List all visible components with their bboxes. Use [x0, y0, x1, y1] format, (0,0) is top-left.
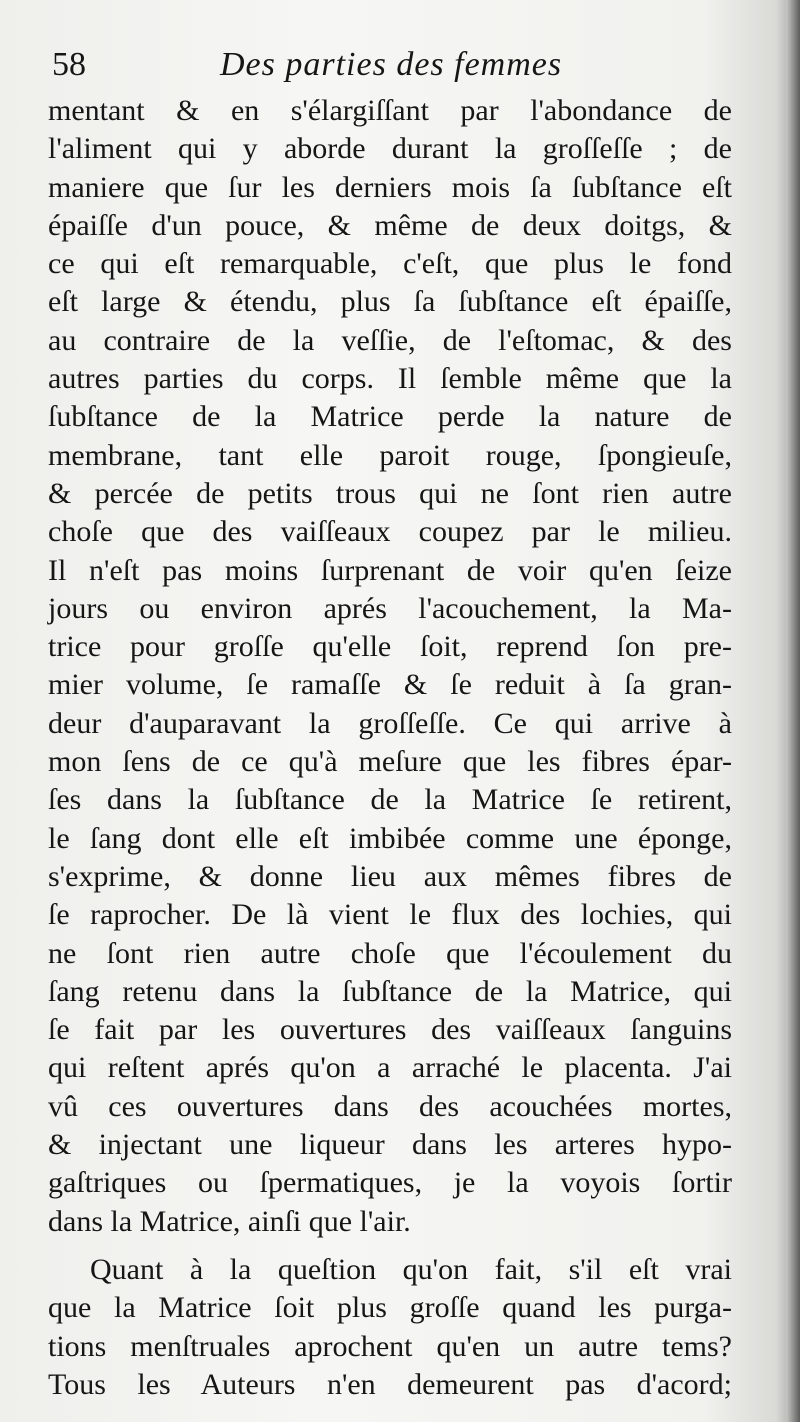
page-number: 58 [52, 46, 86, 83]
paragraph-gap [48, 1241, 732, 1251]
text-line: tions menſtruales aprochent qu'en un autre tems? [48, 1329, 732, 1363]
paragraph-1 [48, 92, 732, 1241]
text-line: dans la Matrice, ainſi que l'air. [48, 1204, 411, 1238]
text-line: autres parties du corps. Il ſemble même que la [48, 362, 732, 396]
text-line: eſt large & étendu, plus ſa ſubſtance eſt épaiſſe, [48, 285, 732, 319]
text-line: maniere que ſur les derniers mois ſa ſubſtance eſt [48, 170, 732, 204]
text-line: ſubſtance de la Matrice perde la nature de [48, 400, 732, 434]
text-line: choſe que des vaiſſeaux coupez par le milieu. [48, 515, 732, 549]
page-edge-shadow [786, 0, 800, 1422]
text-line: ſes dans la ſubſtance de la Matrice ſe retirent, [48, 783, 732, 817]
text-line: vû ces ouvertures dans des acouchées mortes, [48, 1089, 732, 1123]
text-line: s'exprime, & donne lieu aux mêmes fibres de [48, 859, 732, 893]
text-line: deur d'auparavant la groſſeſſe. Ce qui arrive à [48, 706, 732, 740]
text-line: Quant à la queſtion qu'on fait, s'il eſt vrai [90, 1252, 732, 1286]
text-line: au contraire de la veſſie, de l'eſtomac, & des [48, 323, 732, 357]
text-line: que la Matrice ſoit plus groſſe quand les purga- [48, 1291, 732, 1325]
text-line: membrane, tant elle paroit rouge, ſpongieuſe, [48, 438, 732, 472]
text-line: l'aliment qui y aborde durant la groſſeſſe ; de [48, 132, 732, 166]
text-line: mier volume, ſe ramaſſe & ſe reduit à ſa gran- [48, 668, 732, 702]
text-line: & injectant une liqueur dans les arteres hypo- [48, 1128, 732, 1162]
page-header [52, 46, 742, 94]
paragraph-2 [48, 1251, 732, 1404]
text-line: gaſtriques ou ſpermatiques, je la voyois ſortir [48, 1166, 732, 1200]
text-line: Tous les Auteurs n'en demeurent pas d'acord; [48, 1367, 732, 1401]
text-line: épaiſſe d'un pouce, & même de deux doitgs, & [48, 208, 732, 242]
text-line: le ſang dont elle eſt imbibée comme une éponge, [48, 821, 732, 855]
text-line: jours ou environ aprés l'acouchement, la Ma- [48, 591, 732, 625]
running-title: Des parties des femmes [220, 46, 563, 83]
text-line: qui reſtent aprés qu'on a arraché le placenta. J'ai [48, 1051, 732, 1085]
text-line: ſe fait par les ouvertures des vaiſſeaux ſanguins [48, 1013, 732, 1047]
text-line: & percée de petits trous qui ne ſont rien autre [48, 476, 732, 510]
body-text [48, 92, 732, 1404]
text-line: trice pour groſſe qu'elle ſoit, reprend ſon pre- [48, 630, 732, 664]
text-line: mentant & en s'élargiſſant par l'abondance de [48, 94, 732, 127]
text-line: ce qui eſt remarquable, c'eſt, que plus le fond [48, 247, 732, 281]
text-line: Il n'eſt pas moins ſurprenant de voir qu'en ſeize [48, 553, 732, 587]
text-line: ſe raprocher. De là vient le flux des lochies, qui [48, 898, 732, 932]
text-line: mon ſens de ce qu'à meſure que les fibres épar- [48, 745, 732, 779]
text-line: ſang retenu dans la ſubſtance de la Matrice, qui [48, 974, 732, 1008]
text-line: ne ſont rien autre choſe que l'écoulement du [48, 936, 732, 970]
